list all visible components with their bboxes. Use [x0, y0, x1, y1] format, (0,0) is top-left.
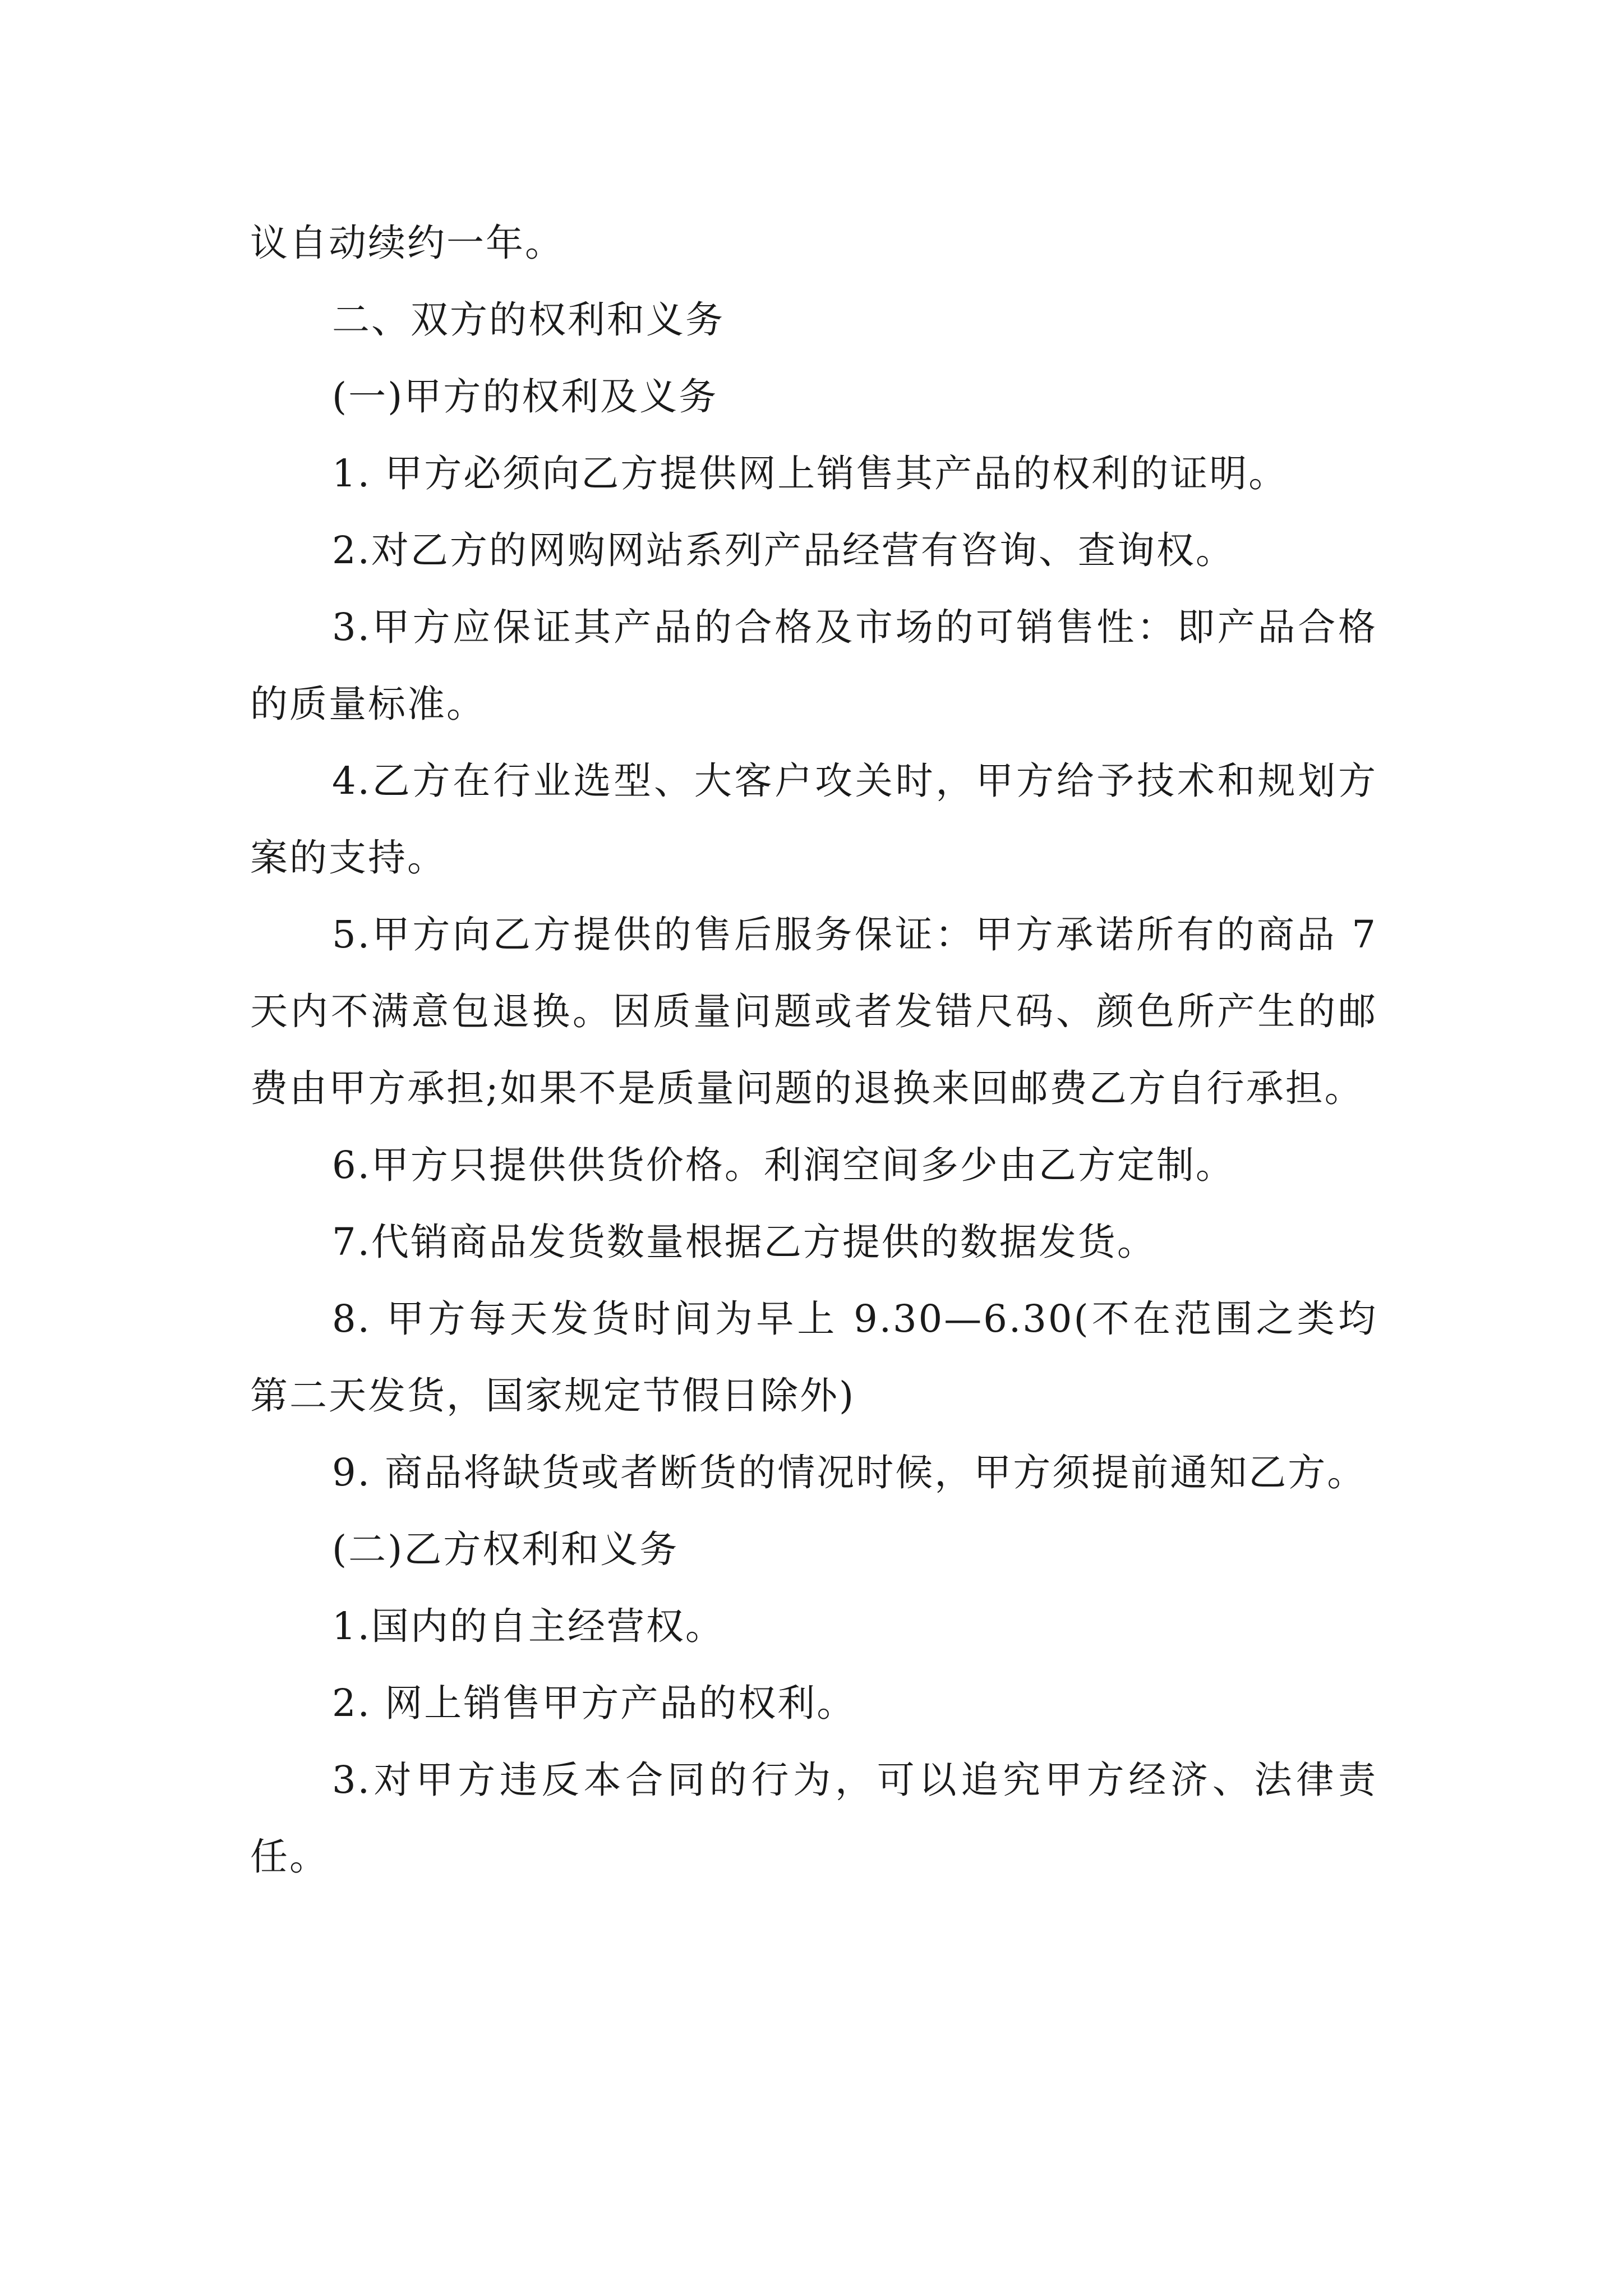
paragraph: 5.甲方向乙方提供的售后服务保证：甲方承诺所有的商品 7 天内不满意包退换。因质量问题或者发错尺码、颜色所产生的邮费由甲方承担;如果不是质量问题的退换来回邮费乙方自行承担。	[250, 913, 1377, 1110]
paragraph: 2.对乙方的网购网站系列产品经营有咨询、查询权。	[332, 528, 1235, 572]
paragraph: (一)甲方的权利及义务	[332, 375, 718, 418]
paragraph: 议自动续约一年。	[250, 221, 564, 265]
paragraph: 9. 商品将缺货或者断货的情况时候，甲方须提前通知乙方。	[332, 1451, 1367, 1494]
paragraph: 二、双方的权利和义务	[332, 298, 725, 342]
paragraph: 1. 甲方必须向乙方提供网上销售其产品的权利的证明。	[332, 452, 1288, 495]
paragraph: 3.对甲方违反本合同的行为，可以追究甲方经济、法律责任。	[250, 1758, 1377, 1879]
paragraph: 4.乙方在行业选型、大客户攻关时，甲方给予技术和规划方案的支持。	[250, 759, 1377, 880]
paragraph: 1.国内的自主经营权。	[332, 1604, 725, 1648]
document-page	[250, 205, 1377, 1895]
paragraph: 6.甲方只提供供货价格。利润空间多少由乙方定制。	[332, 1143, 1235, 1187]
paragraph: 3.甲方应保证其产品的合格及市场的可销售性：即产品合格的质量标准。	[250, 605, 1377, 726]
paragraph: 2. 网上销售甲方产品的权利。	[332, 1681, 856, 1725]
paragraph: 8. 甲方每天发货时间为早上 9.30—6.30(不在范围之类均第二天发货，国家规定节假日除外)	[250, 1297, 1377, 1418]
paragraph: (二)乙方权利和义务	[332, 1527, 679, 1571]
paragraph: 7.代销商品发货数量根据乙方提供的数据发货。	[332, 1220, 1156, 1264]
